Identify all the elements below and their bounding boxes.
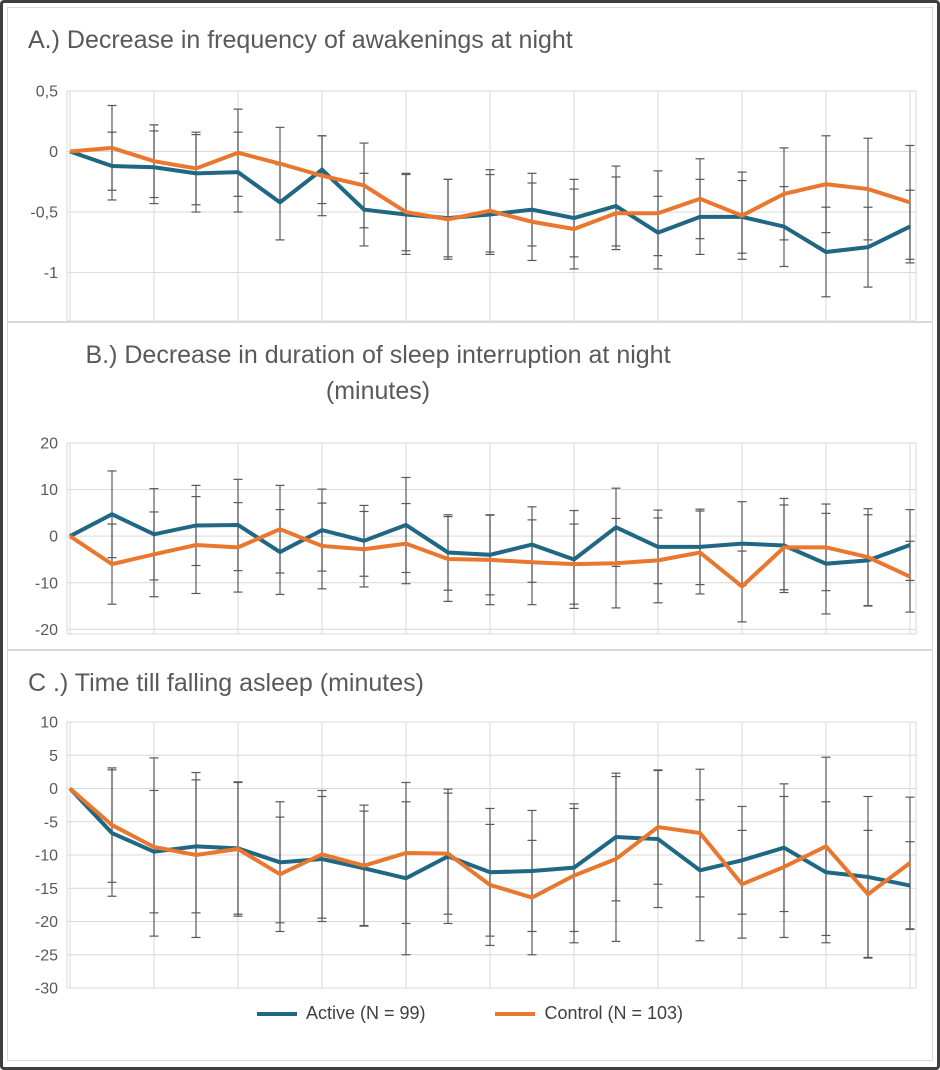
chart-panel-b: [7, 322, 933, 650]
chart-b-title-line2: (minutes): [325, 377, 431, 406]
legend-label-active: Active (N = 99): [305, 1003, 426, 1023]
chart-panel-a: [7, 7, 933, 322]
svg-text:-20: -20: [34, 621, 58, 639]
svg-text:10: 10: [40, 482, 58, 500]
svg-text:0: 0: [49, 528, 58, 546]
svg-text:5: 5: [49, 747, 58, 765]
legend-line-control-swatch: [495, 1012, 535, 1016]
chart-b-title: B.) Decrease in duration of sleep interruption at night: [85, 341, 671, 369]
svg-text:-1: -1: [43, 265, 58, 283]
chart-a-title: A.) Decrease in frequency of awakenings at night: [28, 26, 573, 54]
chart-b-title-block: [28, 337, 728, 410]
svg-text:0,5: 0,5: [35, 83, 58, 101]
svg-text:-10: -10: [34, 847, 58, 865]
svg-text:10: 10: [40, 714, 58, 732]
svg-text:-30: -30: [34, 980, 58, 998]
legend-item-control: [495, 1003, 683, 1024]
svg-text:0: 0: [49, 781, 58, 798]
chart-c-title: C .) Time till falling asleep (minutes): [28, 669, 424, 697]
svg-text:-5: -5: [43, 814, 58, 832]
legend-label-control: Control (N = 103): [544, 1003, 684, 1023]
svg-text:-15: -15: [34, 880, 58, 898]
svg-text:-10: -10: [34, 575, 58, 593]
svg-text:-25: -25: [34, 947, 58, 965]
svg-text:20: 20: [40, 435, 58, 453]
legend-line-active-swatch: [257, 1012, 297, 1016]
svg-text:-20: -20: [34, 914, 58, 931]
legend-item-active: [257, 1003, 426, 1024]
legend: [8, 1003, 932, 1024]
svg-text:0: 0: [49, 144, 58, 162]
chart-panel-c: [7, 650, 933, 1061]
svg-text:-0,5: -0,5: [30, 204, 58, 222]
